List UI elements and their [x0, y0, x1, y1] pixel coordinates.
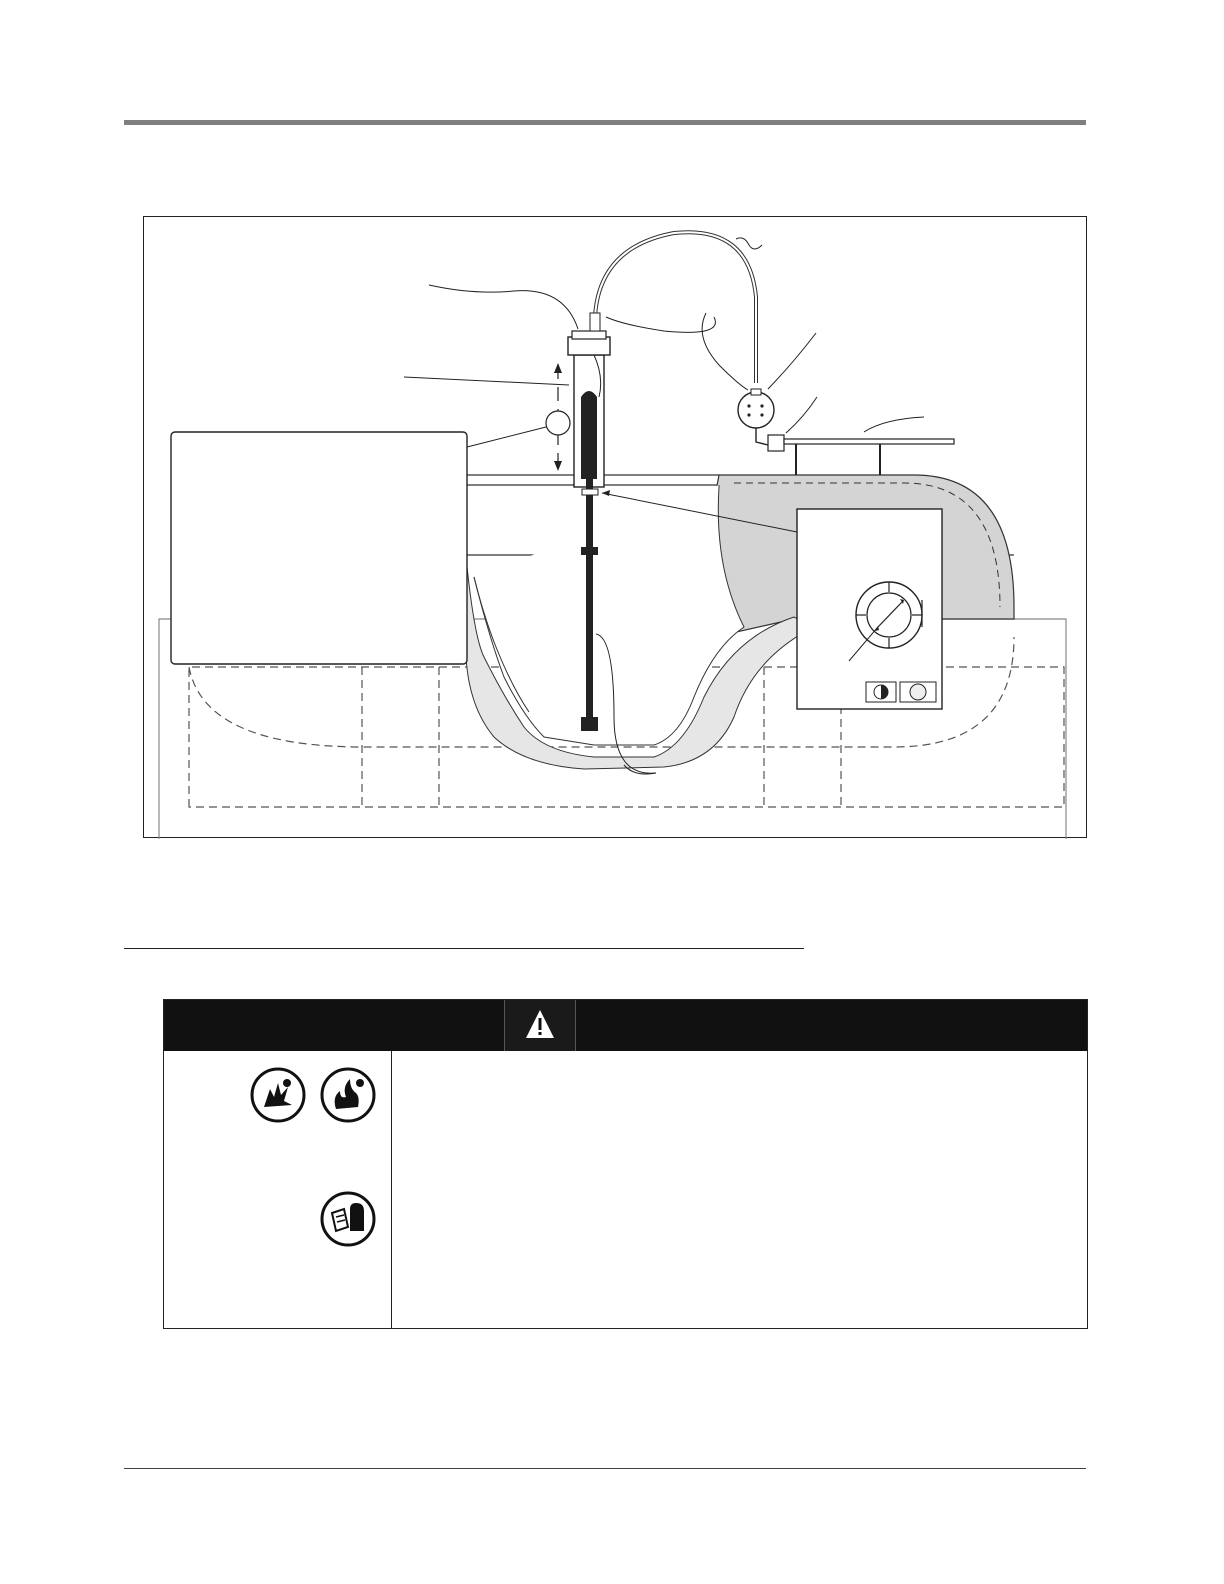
- alert-cell: [504, 1000, 576, 1051]
- hazard-icon-column: [164, 1051, 392, 1328]
- read-manual-icon: [320, 1191, 376, 1247]
- fire-hazard-icon: [320, 1067, 376, 1123]
- warning-triangle-icon: [505, 1000, 575, 1051]
- section-rule: [124, 948, 804, 949]
- warning-header: [164, 1000, 1087, 1051]
- diagram-drawing: [144, 217, 1088, 839]
- explosion-hazard-icon: [250, 1067, 306, 1123]
- warning-box: [163, 999, 1088, 1329]
- installation-diagram: [143, 216, 1087, 838]
- footer-rule: [124, 1468, 1086, 1469]
- header-rule: [124, 120, 1086, 125]
